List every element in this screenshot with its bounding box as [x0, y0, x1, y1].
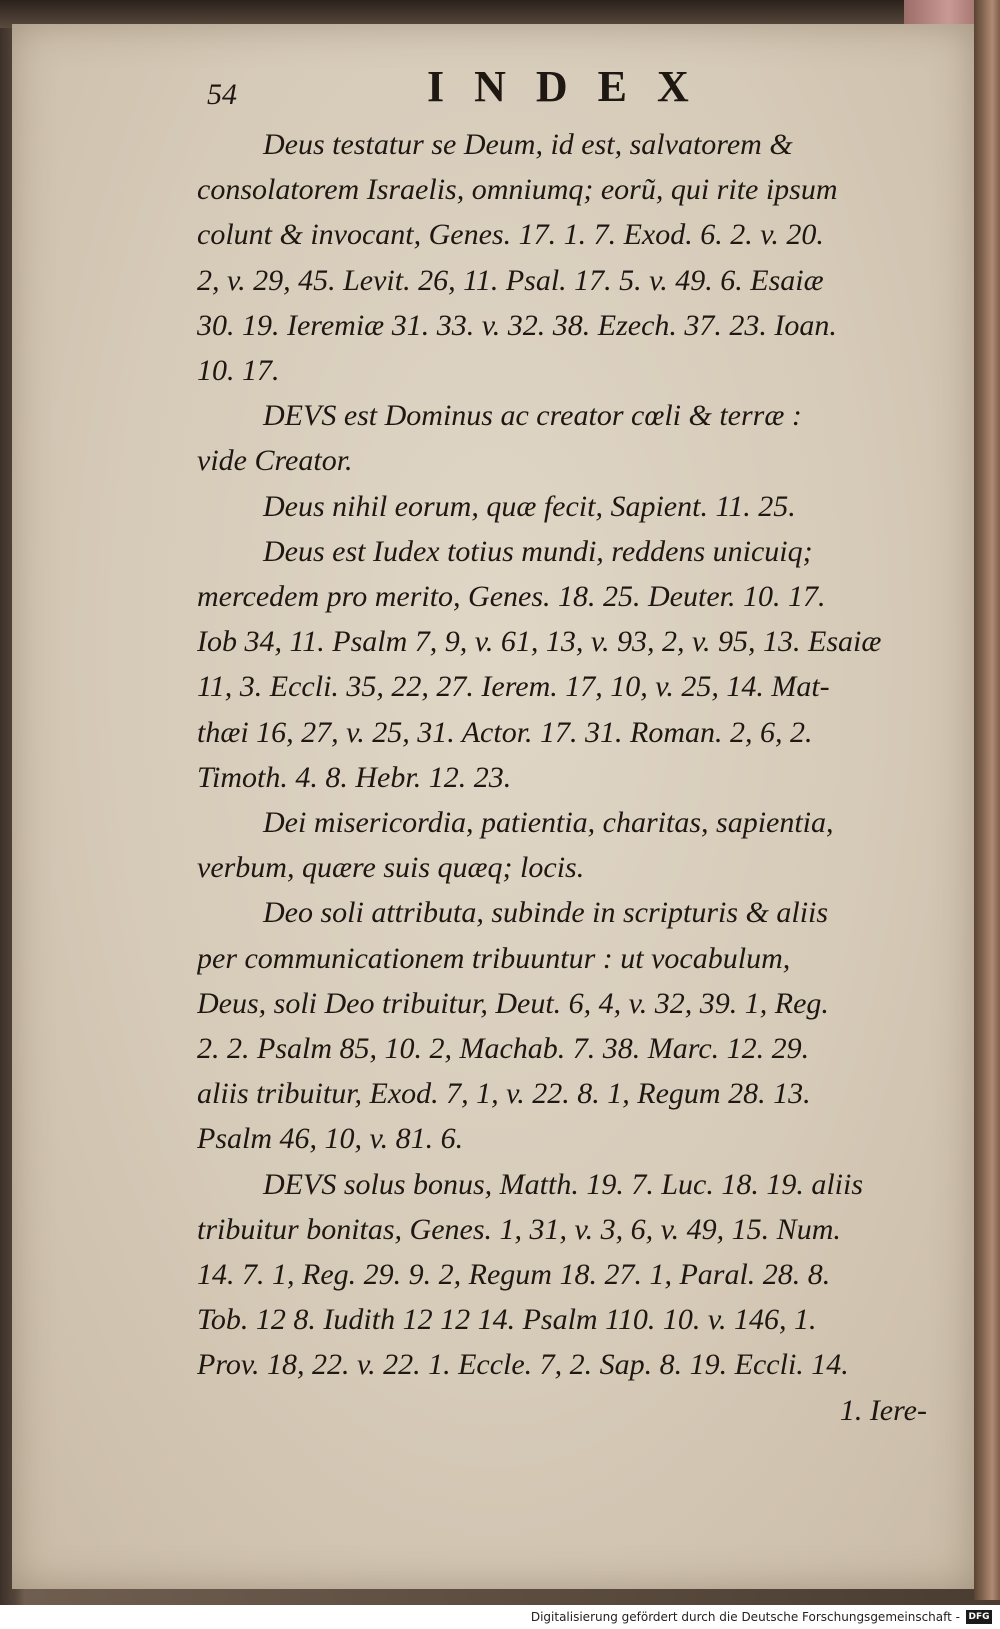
entry-line: vide Creator.: [197, 444, 353, 478]
book-right-edge: [974, 0, 1000, 1600]
entry-line: 14. 7. 1, Reg. 29. 9. 2, Regum 18. 27. 1, Paral. 28. 8.: [197, 1258, 831, 1292]
entry-line: 10. 17.: [197, 354, 280, 388]
dfg-logo: DFG: [966, 1610, 992, 1624]
index-entry: [197, 122, 967, 393]
entry-line: per communicationem tribuuntur : ut vocabulum,: [197, 941, 791, 975]
entry-line: Deus testatur se Deum, id est, salvatorem &: [263, 128, 793, 161]
entry-line: DEVS est Dominus ac creator cœli & terræ :: [263, 399, 802, 433]
entry-line: Dei misericordia, patientia, charitas, sapientia,: [263, 806, 834, 840]
index-entry: [197, 800, 967, 890]
entry-line: Deus, soli Deo tribuitur, Deut. 6, 4, v. 32, 39. 1, Reg.: [197, 986, 829, 1020]
running-head: [197, 64, 967, 122]
entry-line: 2. 2. Psalm 85, 10. 2, Machab. 7. 38. Marc. 12. 29.: [197, 1032, 810, 1066]
entry-line: 11, 3. Eccli. 35, 22, 27. Ierem. 17, 10, v. 25, 14. Mat-: [197, 670, 830, 704]
catchword: 1. Iere-: [839, 1393, 927, 1427]
digitization-footer: [0, 1605, 1000, 1629]
index-entry: [197, 529, 967, 800]
entry-line: Timoth. 4. 8. Hebr. 12. 23.: [197, 760, 512, 794]
page-number: 54: [207, 78, 237, 111]
header-title: INDEX: [427, 62, 719, 111]
footer-credit: Digitalisierung gefördert durch die Deutsche Forschungsgemeinschaft -: [530, 1610, 960, 1624]
entry-line: tribuitur bonitas, Genes. 1, 31, v. 3, 6, v. 49, 15. Num.: [197, 1212, 841, 1246]
entry-line: verbum, quære suis quæq; locis.: [197, 851, 585, 885]
book-page: [12, 24, 974, 1589]
index-text-block: [197, 64, 967, 1433]
entry-line: 2, v. 29, 45. Levit. 26, 11. Psal. 17. 5. v. 49. 6. Esaiæ: [197, 263, 824, 297]
entry-line: consolatorem Israelis, omniumq; eorũ, qui rite ipsum: [197, 173, 838, 207]
catchword-row: [197, 1388, 967, 1433]
entry-line: 30. 19. Ieremiæ 31. 33. v. 32. 38. Ezech. 37. 23. Ioan.: [197, 308, 837, 342]
entry-line: Tob. 12 8. Iudith 12 12 14. Psalm 110. 10. v. 146, 1.: [197, 1303, 817, 1337]
entry-line: Deus est Iudex totius mundi, reddens unicuiq;: [263, 534, 813, 568]
entry-line: Prov. 18, 22. v. 22. 1. Eccle. 7, 2. Sap. 8. 19. Eccli. 14.: [197, 1348, 849, 1382]
index-entries: [197, 122, 967, 1388]
entry-line: Iob 34, 11. Psalm 7, 9, v. 61, 13, v. 93, 2, v. 95, 13. Esaiæ: [197, 625, 882, 659]
index-entry: [197, 484, 967, 529]
entry-line: Deo soli attributa, subinde in scripturis & aliis: [263, 896, 829, 930]
entry-line: Psalm 46, 10, v. 81. 6.: [197, 1122, 464, 1156]
entry-line: mercedem pro merito, Genes. 18. 25. Deuter. 10. 17.: [197, 580, 826, 614]
index-entry: [197, 890, 967, 1161]
entry-line: colunt & invocant, Genes. 17. 1. 7. Exod. 6. 2. v. 20.: [197, 218, 824, 252]
index-entry: [197, 1162, 967, 1388]
entry-line: aliis tribuitur, Exod. 7, 1, v. 22. 8. 1, Regum 28. 13.: [197, 1077, 811, 1111]
entry-line: thæi 16, 27, v. 25, 31. Actor. 17. 31. Roman. 2, 6, 2.: [197, 715, 813, 749]
index-entry: [197, 393, 967, 483]
entry-line: Deus nihil eorum, quæ fecit, Sapient. 11. 25.: [263, 489, 796, 523]
entry-line: DEVS solus bonus, Matth. 19. 7. Luc. 18. 19. aliis: [263, 1167, 864, 1201]
